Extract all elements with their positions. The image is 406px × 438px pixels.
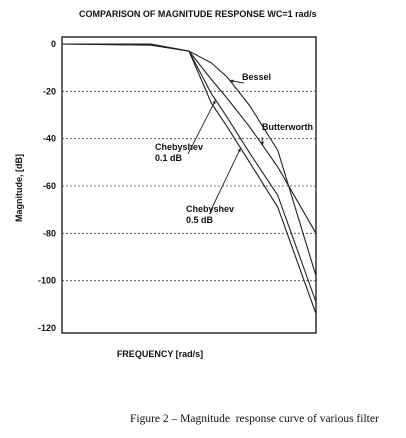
series-label: Bessel: [242, 72, 272, 82]
y-tick-label: -20: [42, 86, 56, 97]
series-annotations: [155, 72, 313, 225]
y-tick-label: -120: [37, 323, 56, 333]
grid: [62, 91, 316, 280]
series-label: Chebyshev 0.5 dB: [186, 204, 235, 225]
annotation-arrow: [210, 148, 241, 212]
y-tick-label: -100: [37, 275, 56, 286]
x-axis-label: FREQUENCY [rad/s]: [116, 349, 204, 359]
y-tick-label: -80: [42, 228, 56, 239]
series-line: [62, 44, 316, 314]
plot-frame: [62, 37, 316, 333]
series-line: [62, 44, 316, 276]
series-label: Butterworth: [262, 122, 313, 132]
y-tick-labels: [38, 39, 56, 333]
y-tick-label: 0: [50, 39, 56, 49]
y-tick-label: -60: [42, 181, 56, 191]
chart-title: COMPARISON OF MAGNITUDE RESPONSE WC=1 rad/s: [79, 9, 317, 19]
y-tick-label: -40: [42, 133, 56, 144]
series-line: [62, 44, 316, 302]
series-label: Chebyshev 0.1 dB: [155, 142, 204, 163]
y-axis-label: Magnitude, [dB]: [14, 154, 24, 222]
figure-caption: Figure 2 – Magnitude response curve of various filter: [130, 413, 379, 425]
series-lines: [62, 44, 316, 314]
